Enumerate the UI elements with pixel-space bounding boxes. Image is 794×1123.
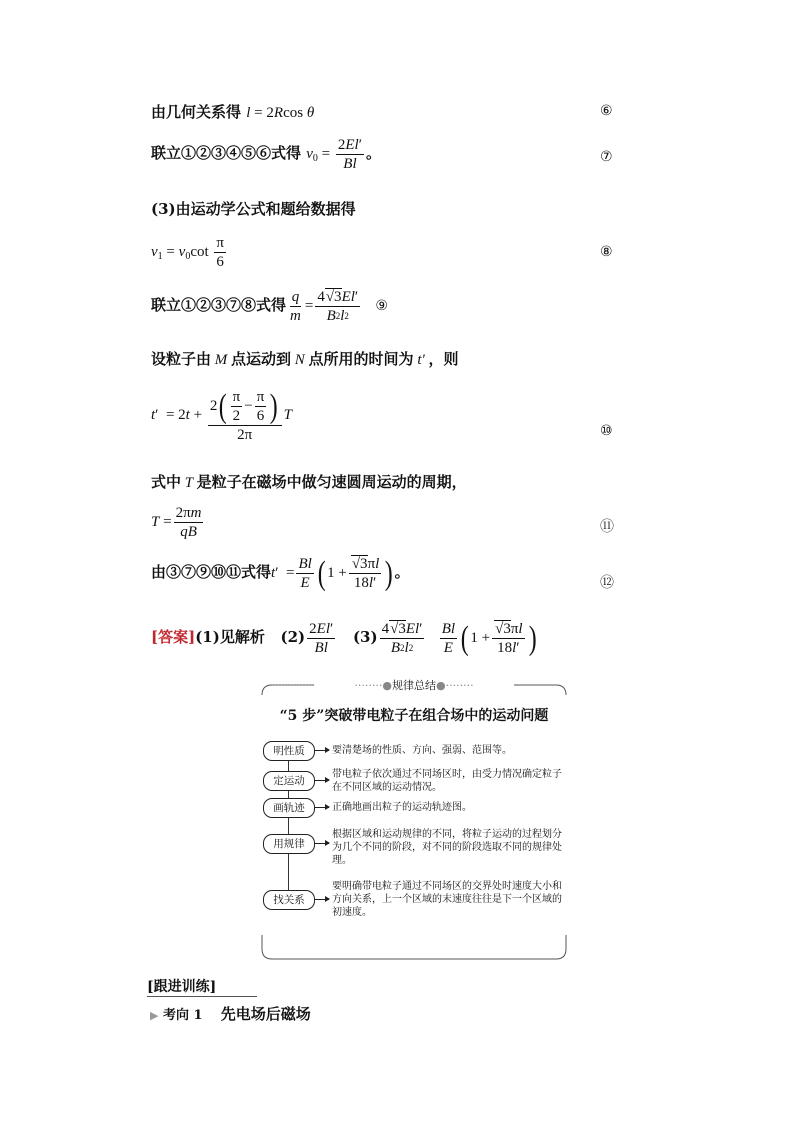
step-arrow-3 [315,807,329,808]
time-intro-text1: 设粒子由 [151,350,212,368]
header-dots-right: ●········ [436,679,474,692]
step-text-4: 根据区域和运动规律的不同，将粒子运动的过程划分为几个不同的阶段，对不同的阶段选取不同的规律处理。 [332,829,562,866]
answer-part1: (1)见解析 [195,627,265,646]
equation-v1 [151,234,228,271]
equation-final [151,555,410,592]
equation-marker-8: ⑧ [600,244,613,260]
T-formula: T = $\frac{2\pi m}{qB}$ [151,505,202,540]
summary-header-text: 规律总结 [392,679,436,692]
answer-part2-label: (2) [280,627,306,646]
step-text-1: 要清楚场的性质、方向、强弱、范围等。 [332,745,512,756]
summary-title: “5 步”突破带电粒子在组合场中的运动问题 [279,708,549,724]
v0-formula: $v_0$ = $\frac{2El'}{Bl}$ [306,137,363,172]
part3-heading: (3)由运动学公式和题给数据得 [151,200,356,218]
period-intro-text2: 是粒子在磁场中做匀速圆周运动的周期， [196,473,467,491]
time-intro-text4: ，则 [428,350,459,368]
qm-prefix: 联立①②③⑦⑧式得 [151,295,287,314]
step-arrow-5 [315,899,329,900]
step-arrow-2 [315,780,329,781]
equation-marker-9: ⑨ [375,297,388,314]
step-arrow-1 [315,750,329,751]
equation-tprime [151,388,292,444]
triangle-icon: ▶ [150,1009,159,1022]
equation-marker-7: ⑦ [600,149,613,165]
answer-tag: [答案] [151,627,196,646]
equation-qm [151,288,388,325]
followup-title: [跟进训练] [147,979,217,995]
time-intro [151,348,459,369]
step-node-4: 用规律 [263,834,315,854]
step-node-5: 找关系 [263,890,315,910]
answer-part3-label: (3) [352,627,378,646]
answer-part2-formula: $\frac{2El'}{Bl}$ [309,621,334,656]
step-text-2: 带电粒子依次通过不同场区时，由受力情况确定粒子在不同区域的运动情况。 [332,769,562,793]
followup-underline [147,996,257,997]
v1-formula: $v_1 = v_0\cot$ $\frac{\pi}{6}$ [151,235,224,270]
summary-header [314,677,514,693]
step-node-2: 定运动 [263,771,315,791]
v0-suffix: 。 [366,143,382,162]
header-dots-left: ········● [354,679,392,692]
final-prefix: 由③⑦⑨⑩⑪式得 [151,562,272,581]
answer-line [151,620,538,657]
step-arrow-4 [315,843,329,844]
direction-label: 考向 1 [163,1008,203,1023]
step-node-1: 明性质 [263,741,315,761]
equation-marker-12: ⑫ [600,575,614,591]
step-text-3: 正确地画出粒子的运动轨迹图。 [332,802,472,813]
v0-prefix: 联立①②③④⑤⑥式得 [151,143,302,162]
followup-direction [150,1003,311,1024]
final-suffix: 。 [394,562,410,581]
period-intro [151,471,467,492]
time-intro-text2: 点运动到 [231,350,292,368]
point-m-symbol: M [211,352,232,368]
equation-v0 [151,136,381,173]
direction-title: 先电场后磁场 [220,1005,311,1023]
step-node-3: 画轨迹 [263,798,315,818]
period-intro-text1: 式中 [151,473,182,491]
answer-part3-formula: $\frac{4√3El'}{B^2l^2}$ $\frac{Bl}{E}$ ( 1 + $\frac{√3\pi l}{18l'}$ ) [381,619,537,657]
final-formula: t′ = $\frac{Bl}{E}$ ( 1 + $\frac{√3\pi l}{18l'}$ ) [271,554,393,592]
time-intro-text3: 点所用的时间为 [308,350,414,368]
equation-geometry [151,101,314,122]
equation-marker-11: ⑪ [600,519,614,535]
geometry-prefix: 由几何关系得 [151,103,242,121]
point-n-symbol: N [291,352,309,368]
qm-formula: $\frac{q}{m}$ = $\frac{4√3El'}{B^2l^2}$ [290,289,359,324]
tprime-formula: t′ = 2t + 2( $\frac{\pi}{2}$ − $\frac{\pi}{6}$ ) 2π T [151,387,292,443]
equation-marker-10: ⑩ [600,423,613,439]
summary-box [260,679,568,961]
equation-marker-6: ⑥ [600,103,613,119]
equation-T [151,504,205,541]
geometry-formula: l = 2Rcos θ [246,105,315,121]
tprime-symbol: t′ [413,352,429,368]
step-text-5: 要明确带电粒子通过不同场区的交界处时速度大小和方向关系，上一个区域的末速度往往是下一个区域的初速度。 [332,881,562,918]
period-symbol: T [181,475,197,491]
